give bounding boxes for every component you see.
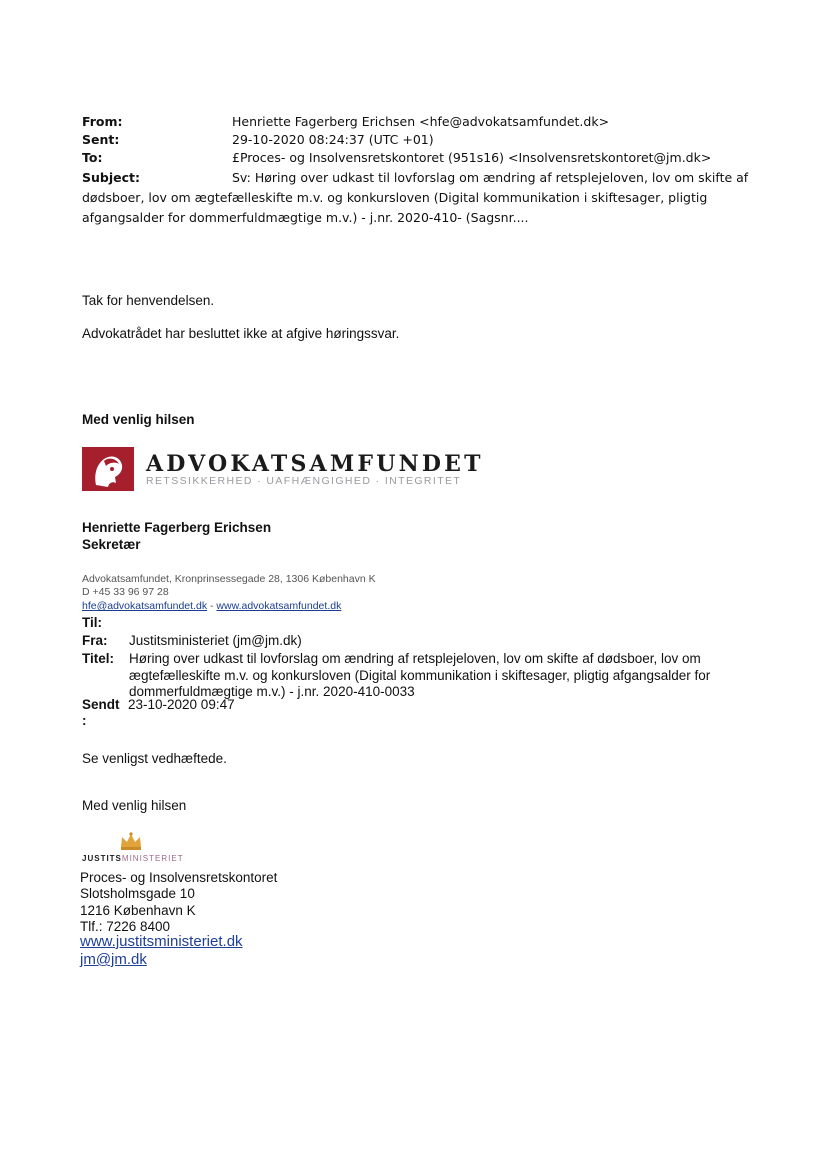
fwd-sendt-label: Sendt [82, 697, 120, 712]
fwd-titel-line-3: dommerfuldmægtige m.v.) - j.nr. 2020-410-0033 [129, 684, 415, 699]
signature-link-separator: - [207, 600, 217, 612]
advokatsamfundet-logo-title: ADVOKATSAMFUNDET [146, 451, 484, 477]
fwd-titel-line-1: Høring over udkast til lovforslag om ændring af retsplejeloven, lov om skifte af dødsboer, lov om [129, 651, 701, 666]
subject-line-3: afgangsalder for dommerfuldmægtige m.v.) - j.nr. 2020-410- (Sagsnr.... [82, 210, 529, 225]
jm-street: Slotsholmsgade 10 [80, 886, 195, 901]
jm-email-link[interactable]: jm@jm.dk [80, 951, 147, 968]
signature-address: Advokatsamfundet, Kronprinsessegade 28, 1306 København K [82, 573, 376, 585]
jm-logo-part2: MINISTERIET [121, 854, 184, 863]
subject-label: Subject: [82, 170, 140, 185]
signature-role: Sekretær [82, 537, 141, 552]
body-line-1: Tak for henvendelsen. [82, 293, 215, 308]
to-label: To: [82, 150, 103, 165]
fwd-titel-label: Titel: [82, 651, 115, 666]
subject-line-2: dødsboer, lov om ægtefælleskifte m.v. og konkursloven (Digital kommunikation i skiftesager, pligtig [82, 190, 708, 205]
fwd-titel-line-2: ægtefælleskifte m.v. og konkursloven (Digital kommunikation i skiftesager, pligtig afgangsalder for [129, 668, 711, 683]
signature-links [82, 600, 341, 613]
jm-phone: Tlf.: 7226 8400 [80, 919, 171, 934]
subject-line-1: Sv: Høring over udkast til lovforslag om ændring af retsplejeloven, lov om skifte af [232, 170, 749, 185]
signature-phone: D +45 33 96 97 28 [82, 586, 169, 598]
signature-name: Henriette Fagerberg Erichsen [82, 520, 272, 535]
fwd-til-label: Til: [82, 615, 102, 630]
fwd-body-line-1: Se venligst vedhæftede. [82, 751, 227, 766]
fwd-sendt-value: 23-10-2020 09:47 [128, 697, 235, 712]
sent-value: 29-10-2020 08:24:37 (UTC +01) [232, 132, 434, 147]
fwd-fra-label: Fra: [82, 633, 108, 648]
jm-logo-text [82, 854, 184, 863]
jm-city: 1216 København K [80, 903, 196, 918]
advokatsamfundet-logo-tagline: RETSSIKKERHED · UAFHÆNGIGHED · INTEGRITET [146, 475, 462, 487]
to-value: £Proces- og Insolvensretskontoret (951s16) <Insolvensretskontoret@jm.dk> [232, 150, 712, 165]
fwd-sendt-colon: : [82, 713, 87, 728]
from-value: Henriette Fagerberg Erichsen <hfe@advokatsamfundet.dk> [232, 114, 610, 129]
greeting: Med venlig hilsen [82, 412, 195, 427]
jm-web-link[interactable]: www.justitsministeriet.dk [80, 933, 243, 950]
body-line-2: Advokatrådet har besluttet ikke at afgive høringssvar. [82, 326, 400, 341]
sent-label: Sent: [82, 132, 120, 147]
fwd-greeting: Med venlig hilsen [82, 798, 187, 813]
jm-logo-part1: JUSTITS [82, 854, 122, 863]
signature-email-link[interactable]: hfe@advokatsamfundet.dk [82, 600, 208, 612]
fwd-fra-value: Justitsministeriet (jm@jm.dk) [129, 633, 302, 648]
from-label: From: [82, 114, 123, 129]
crown-icon [119, 831, 143, 851]
signature-web-link[interactable]: www.advokatsamfundet.dk [216, 600, 342, 612]
jm-office: Proces- og Insolvensretskontoret [80, 870, 278, 885]
advokatsamfundet-logo-icon [82, 447, 134, 491]
